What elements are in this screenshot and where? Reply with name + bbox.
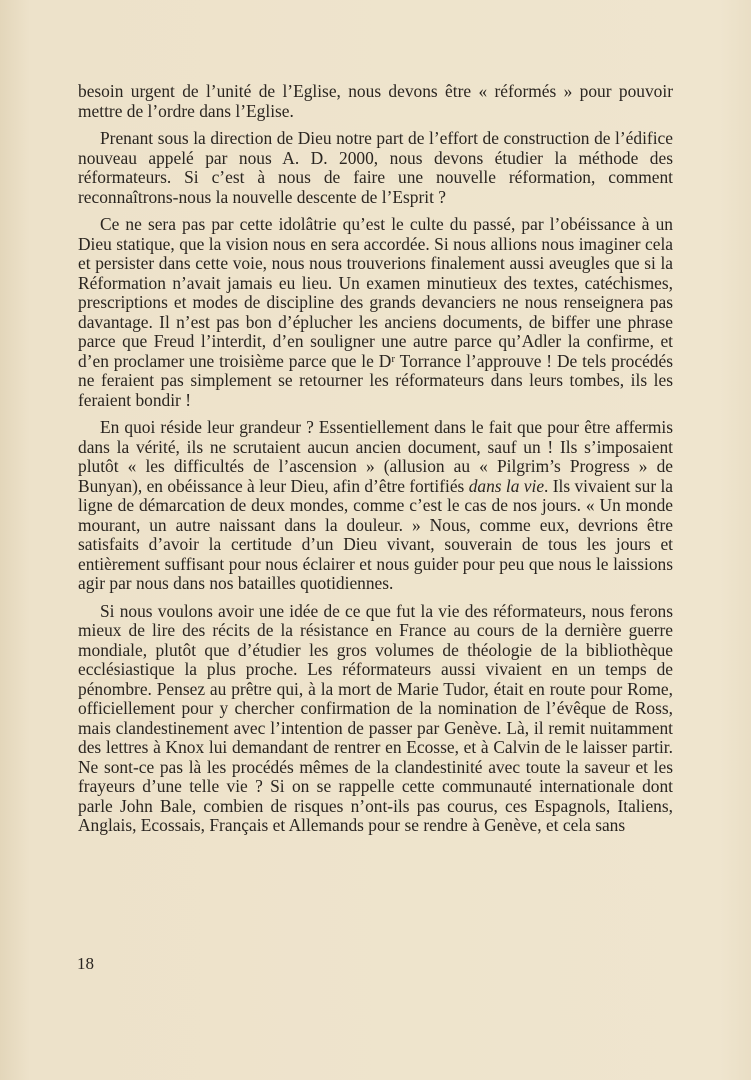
italic-phrase: dans la vie: [468, 475, 545, 496]
paragraph-3: Ce ne sera pas par cette idolâtrie qu’est le culte du passé, par l’obéissance à un Dieu statique, que la vision nous en sera accordée. Si nous allions nous imaginer cela et persister dans cette voie, nous nous trouverions finalement aussi aveugles que si la Réformation n’avait jamais eu lieu. Un examen minutieux des textes, catéchismes, prescriptions et modes de discipline des grands devanciers ne nous renseignera pas davantage. Il n’est pas bon d’éplucher les anciens documents, de biffer une phrase parce que Freud l’interdit, d’en souligner une autre parce qu’Adler la confirme, et d’en proclamer une troisième parce que le Dʳ Torrance l’approuve ! De tels procédés ne feraient pas simplement se retourner les réformateurs dans leurs tombes, ils les feraient bondir !: [78, 214, 673, 410]
paragraph-4-part-b: . Ils vivaient sur la ligne de démarcation de deux mondes, comme c’est le cas de nos jours. « Un monde mourant, un autre naissant dans la douleur. » Nous, comme eux, devrions être satisfaits d’avoir la certitude d’un Dieu vivant, souverain de tous les jours et entièrement suffisant pour nous éclairer et nous guider pour peu que nous le laissions agir par nous dans nos batailles quotidiennes.: [78, 475, 674, 593]
paragraph-2: Prenant sous la direction de Dieu notre part de l’effort de construction de l’édifice nouveau appelé par nous A. D. 2000, nous devons étudier la méthode des réformateurs. Si c’est à nous de faire une nouvelle réformation, comment reconnaîtrons-nous la nouvelle descente de l’Esprit ?: [78, 128, 673, 207]
paragraph-1: besoin urgent de l’unité de l’Eglise, nous devons être « réformés » pour pouvoir mettre de l’ordre dans l’Eglise.: [78, 81, 673, 121]
page-number: 18: [77, 954, 94, 973]
paragraph-4-part-a: En quoi réside leur grandeur ? Essentiellement dans le fait que pour être affermis dans la vérité, ils ne scrutaient aucun ancien document, sauf un ! Ils s’imposaient plutôt « les difficultés de l’ascension » (allusion au « Pilgrim’s Progress » de Bunyan), en obéissance à leur Dieu, afin d’être fortifiés: [78, 417, 673, 496]
paragraph-4: [78, 418, 673, 594]
paragraph-5: Si nous voulons avoir une idée de ce que fut la vie des réformateurs, nous ferons mieux de lire des récits de la résistance en France au cours de la dernière guerre mondiale, plutôt que d’étudier les gros volumes de théologie de la bibliothèque ecclésiastique la plus proche. Les réformateurs aussi vivaient en un temps de pénombre. Pensez au prêtre qui, à la mort de Marie Tudor, était en route pour Rome, officiellement pour y chercher confirmation de la nomination de l’évêque de Ross, mais clandestinement avec l’intention de passer par Genève. Là, il remit nuitamment des lettres à Knox lui demandant de rentrer en Ecosse, et à Calvin de le laisser partir. Ne sont-ce pas là les procédés mêmes de la clandestinité avec toute la saveur et les frayeurs d’une telle vie ? Si on se rappelle cette communauté internationale dont parle John Bale, combien de risques n’ont-ils pas courus, ces Espagnols, Italiens, Anglais, Ecossais, Français et Allemands pour se rendre à Genève, et cela sans: [78, 600, 673, 835]
body-text: [78, 82, 673, 844]
